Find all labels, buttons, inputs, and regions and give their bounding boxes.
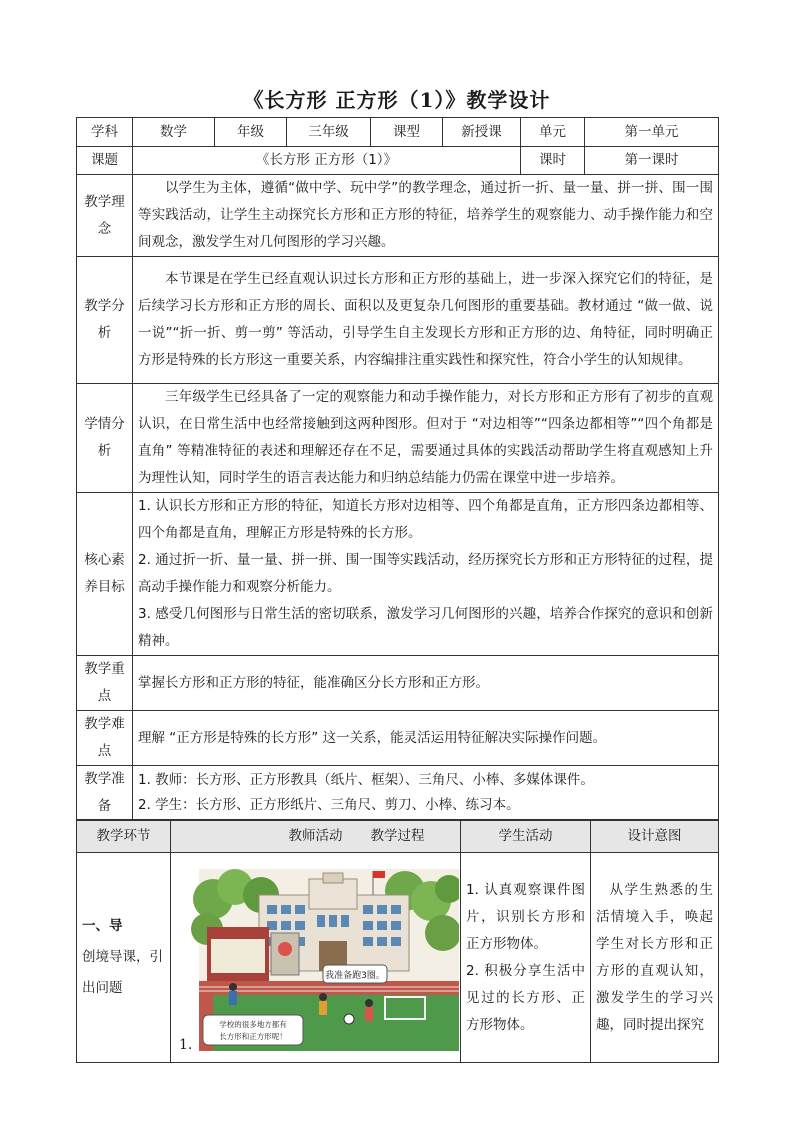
analysis-text: 本节课是在学生已经直观认识过长方形和正方形的基础上，进一步深入探究它们的特征，是后续学习长方形和正方形的周长、面积以及更复杂几何图形的重要基础。教材通过 “做一做、说一说”“折一折、剪一剪” 等活动，引导学生自主发现长方形和正方形的边、角特征，同时明确正方形是特殊的长方形这一重要关系，内容编排注重实践性和探究性，符合小学生的认知规律。 [138, 271, 713, 368]
grade-label: 年级 [215, 118, 287, 147]
subject-value: 数学 [133, 118, 215, 147]
process-header-teacher: 教师活动 [171, 820, 461, 853]
difficulties-text: 理解 “正方形是特殊的长方形” 这一关系，能灵活运用特征解决实际操作问题。 [133, 711, 719, 766]
students-text: 三年级学生已经具备了一定的观察能力和动手操作能力，对长方形和正方形有了初步的直观认识，在日常生活中也经常接触到这两种图形。但对于 “对边相等”“四条边都相等”“四个角都是直角” 等精准特征的表述和理解还存在不足，需要通过具体的实践活动帮助学生将直观感知上升为理性认知，同时学生的语言表达能力和归纳总结能力仍需在课堂中进一步培养。 [138, 389, 713, 486]
unit-value: 第一单元 [585, 118, 719, 147]
difficulties-row [77, 711, 719, 766]
preparation-item: 1. 教师：长方形、正方形教具（纸片、框架）、三角尺、小棒、多媒体课件。 [138, 772, 594, 788]
type-value: 新授课 [443, 118, 521, 147]
process-header-intent: 设计意图 [591, 820, 719, 853]
grade-value: 三年级 [287, 118, 371, 147]
subject-label: 学科 [77, 118, 133, 147]
analysis-label: 教学分析 [77, 257, 133, 384]
design-intent-text: 从学生熟悉的生活情境入手，唤起学生对长方形和正方形的直观认知，激发学生的学习兴趣，同时提出探究 [596, 881, 713, 1033]
analysis-row [77, 257, 719, 384]
topic-value: 《长方形 正方形（1）》 [133, 147, 521, 175]
philosophy-label: 教学理念 [77, 175, 133, 257]
preparation-label: 教学准备 [77, 766, 133, 821]
difficulties-label: 教学难点 [77, 711, 133, 766]
students-row [77, 384, 719, 493]
key-points-row [77, 656, 719, 711]
document-title: 《长方形 正方形（1）》教学设计 [243, 88, 551, 112]
school-illustration [173, 869, 459, 1051]
process-header-row [77, 820, 719, 853]
key-points-text: 掌握长方形和正方形的特征，能准确区分长方形和正方形。 [133, 656, 719, 711]
philosophy-text: 以学生为主体，遵循“做中学、玩中学”的教学理念，通过折一折、量一量、拼一拼、围一围等实践活动，让学生主动探究长方形和正方形的特征，培养学生的观察能力、动手操作能力和空间观念，激发学生对几何图形的学习兴趣。 [138, 180, 713, 250]
caption-line-2: 长方形和正方形呢！ [219, 1031, 287, 1041]
key-points-label: 教学重点 [77, 656, 133, 711]
header-row-1 [77, 118, 719, 147]
process-header-student: 学生活动 [461, 820, 591, 853]
unit-label: 单元 [521, 118, 585, 147]
students-label: 学情分析 [77, 384, 133, 493]
period-value: 第一课时 [585, 147, 719, 175]
process-title: 教学过程 [77, 821, 719, 853]
process-table [76, 819, 719, 1063]
goal-item: 1. 认识长方形和正方形的特征，知道长方形对边相等、四个角都是直角，正方形四条边都相等、四个角都是直角，理解正方形是特殊的长方形。 [138, 498, 713, 541]
preparation-item: 2. 学生：长方形、正方形纸片、三角尺、剪刀、小棒、练习本。 [138, 797, 520, 813]
school-scene-image [173, 869, 459, 1051]
preparation-row [77, 766, 719, 821]
speech-bubble-text: 我准备跑3圈。 [325, 970, 385, 981]
caption-line-1: 学校的很多地方都有 [219, 1019, 287, 1029]
student-activity-item: 1. 认真观察课件图片，识别长方形和正方形物体。 [466, 881, 585, 952]
stage-title: 一、导 [82, 918, 123, 934]
topic-label: 课题 [77, 147, 133, 175]
lesson-plan-table [76, 117, 719, 853]
goal-item: 2. 通过折一折、量一量、拼一拼、围一围等实践活动，经历探究长方形和正方形特征的过程，提高动手操作能力和观察分析能力。 [138, 552, 713, 595]
student-activity-item: 2. 积极分享生活中见过的长方形、正方形物体。 [466, 962, 585, 1033]
goals-label: 核心素养目标 [77, 493, 133, 656]
process-row-intro [77, 853, 719, 1063]
goal-item: 3. 感受几何图形与日常生活的密切联系，激发学习几何图形的兴趣，培养合作探究的意识和创新精神。 [138, 606, 713, 649]
type-label: 课型 [371, 118, 443, 147]
philosophy-row [77, 175, 719, 257]
goals-row [77, 493, 719, 656]
process-header-stage: 教学环节 [77, 820, 171, 853]
header-row-2 [77, 147, 719, 175]
stage-description: 创境导课，引出问题 [82, 949, 163, 996]
teacher-activity-number: 1. [179, 1036, 193, 1053]
period-label: 课时 [521, 147, 585, 175]
